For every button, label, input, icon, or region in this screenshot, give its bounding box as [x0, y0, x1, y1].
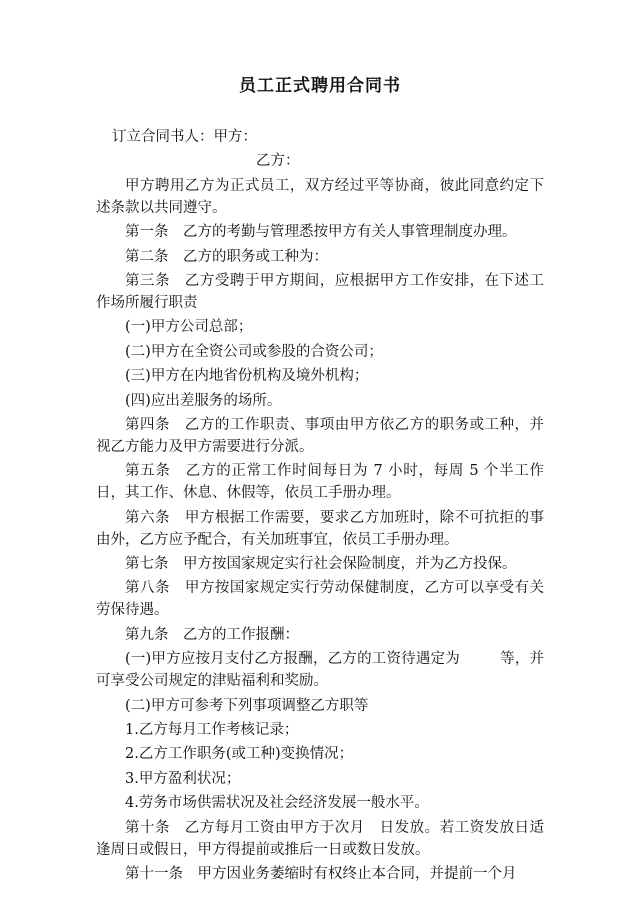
article-3-item-2: (二)甲方在全资公司或参股的合资公司； — [125, 343, 383, 360]
salary-clause-before: (一)甲方应按月支付乙方报酬，乙方的工资待遇定为 — [125, 651, 460, 668]
article-5: 第五条 乙方的正常工作时间每日为 7 小时，每周 5 个半工作日，其工作、休息、休假等，依员工手册办理。 — [96, 463, 544, 502]
article-2: 第二条 乙方的职务或工种为： — [125, 248, 328, 265]
article-9-item-1 — [96, 648, 544, 692]
adjust-factor-4: 4.劳务市场供需状况及社会经济发展一般水平。 — [125, 795, 429, 812]
article-3: 第三条 乙方受聘于甲方期间，应根据甲方工作安排，在下述工作场所履行职责 — [96, 272, 544, 311]
party-b-line: 乙方： — [256, 153, 300, 170]
article-11: 第十一条 甲方因业务萎缩时有权终止本合同，并提前一个月 — [125, 865, 517, 882]
adjust-factor-3: 3.甲方盈利状况； — [125, 770, 241, 787]
document-title: 员工正式聘用合同书 — [239, 76, 401, 96]
article-9-item-2: (二)甲方可参考下列事项调整乙方职等 — [125, 697, 369, 714]
adjust-factor-1: 1.乙方每月工作考核记录； — [125, 722, 299, 739]
article-1: 第一条 乙方的考勤与管理悉按甲方有关人事管理制度办理。 — [125, 224, 517, 241]
salary-clause-after: 等，并可享受公司规定的津贴福利和奖励。 — [96, 651, 545, 690]
preamble-paragraph: 甲方聘用乙方为正式员工，双方经过平等协商，彼此同意约定下述条款以共同遵守。 — [96, 177, 544, 216]
article-4: 第四条 乙方的工作职责、事项由甲方依乙方的职务或工种，并视乙方能力及甲方需要进行分派。 — [96, 416, 544, 455]
article-3-item-3: (三)甲方在内地省份机构及境外机构； — [125, 368, 369, 385]
adjust-factor-2: 2.乙方工作职务(或工种)变换情况； — [125, 746, 354, 763]
party-a-line: 订立合同书人：甲方： — [112, 129, 257, 145]
article-6: 第六条 甲方根据工作需要，要求乙方加班时，除不可抗拒的事由外，乙方应予配合，有关加班事宜，依员工手册办理。 — [96, 509, 544, 548]
article-3-item-1: (一)甲方公司总部； — [125, 319, 253, 336]
article-7: 第七条 甲方按国家规定实行社会保险制度，并为乙方投保。 — [125, 556, 517, 573]
article-10: 第十条 乙方每月工资由甲方于次月 日发放。若工资发放日适逢周日或假日，甲方得提前或推后一日或数日发放。 — [96, 819, 544, 858]
article-3-item-4: (四)应出差服务的场所。 — [125, 392, 282, 409]
article-9: 第九条 乙方的工作报酬： — [125, 626, 299, 643]
article-8: 第八条 甲方按国家规定实行劳动保健制度，乙方可以享受有关劳保待遇。 — [96, 580, 544, 619]
